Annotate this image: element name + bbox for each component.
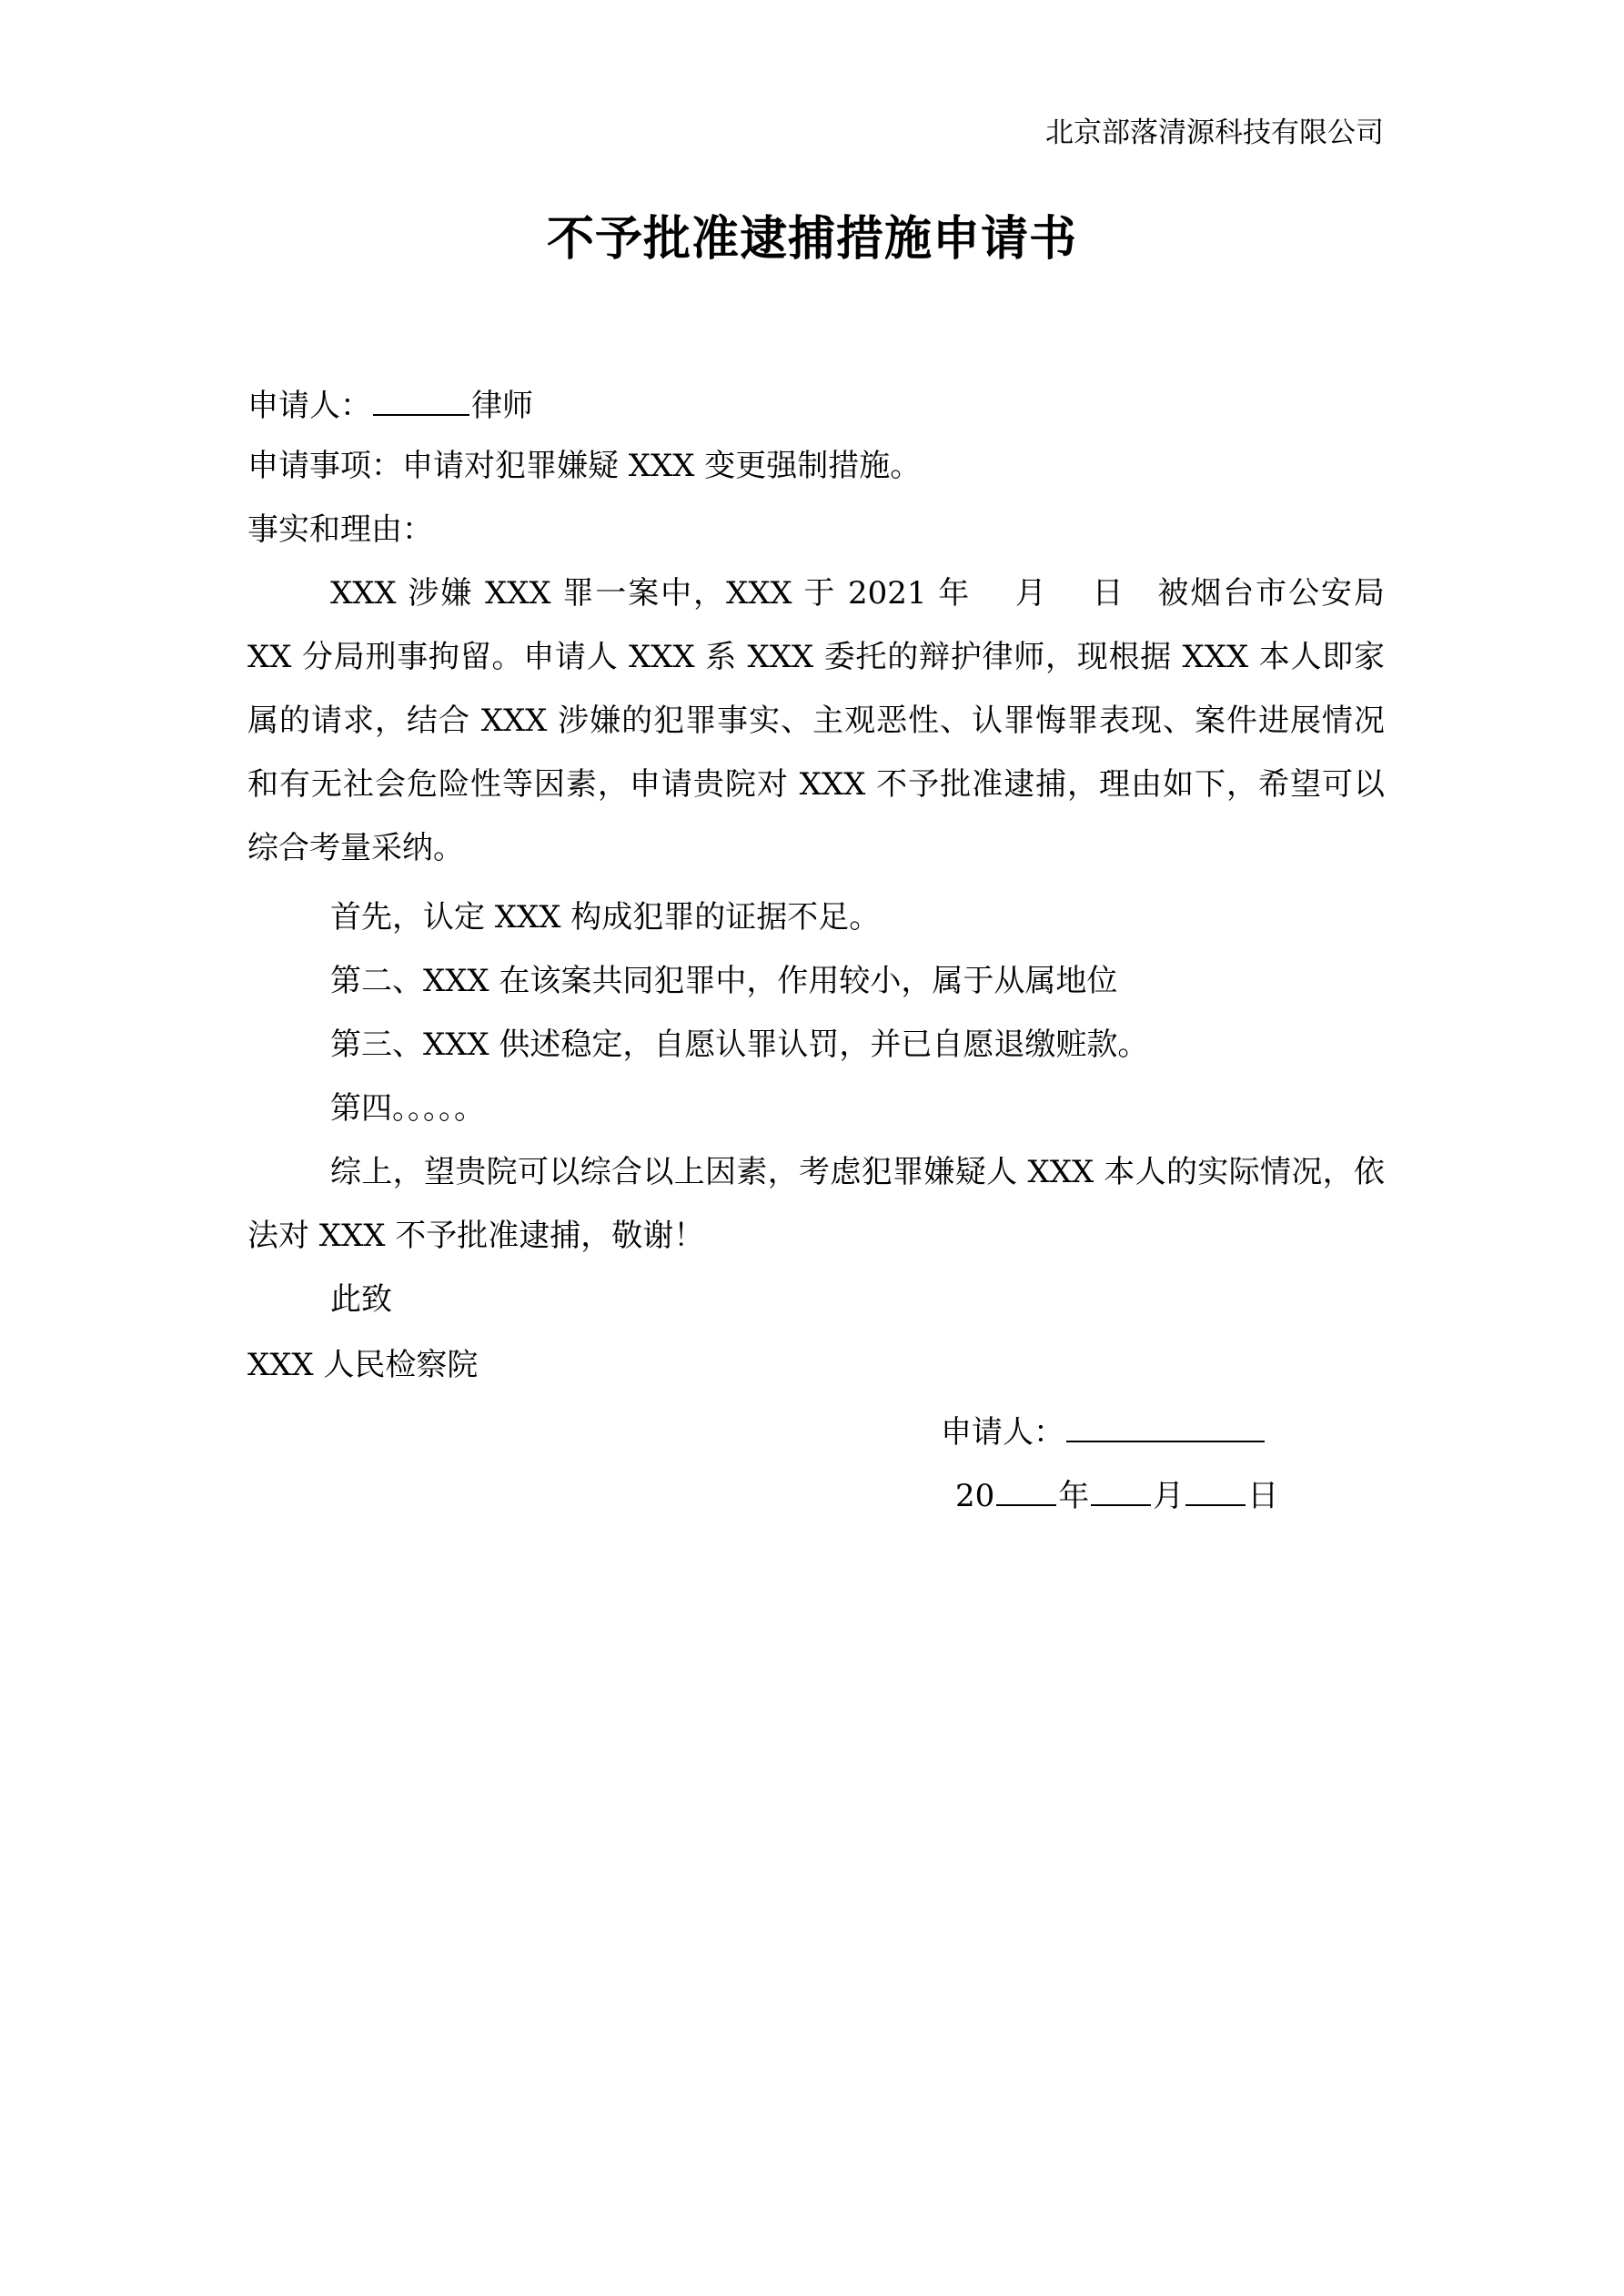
- facts-paragraph: XXX 涉嫌 XXX 罪一案中，XXX 于 2021 年 月 日 被烟台市公安局 XX 分局刑事拘留。申请人 XXX 系 XXX 委托的辩护律师，现根据 XXX 本人即家属的请求，结合 XXX 涉嫌的犯罪事实、主观恶性、认罪悔罪表现、案件进展情况和有无社会危险性等因素，申请贵院对 XXX 不予批准逮捕，理由如下，希望可以综合考量采纳。: [247, 575, 1385, 866]
- conclusion-paragraph: 综上，望贵院可以综合以上因素，考虑犯罪嫌疑人 XXX 本人的实际情况，依法对 XXX 不予批准逮捕，敬谢！: [247, 1154, 1385, 1254]
- facts-heading: 事实和理由：: [247, 511, 433, 548]
- date-prefix: 20: [955, 1478, 995, 1514]
- closing-line: 此致: [330, 1281, 392, 1318]
- applicant-name-blank: [373, 379, 469, 416]
- month-blank: [1091, 1470, 1151, 1506]
- reason-item: 第三、XXX 供述稳定，自愿认罪认罚，并已自愿退缴赃款。: [330, 1027, 1149, 1063]
- signature-blank: [1066, 1406, 1265, 1442]
- recipient-line: XXX 人民检察院: [247, 1347, 479, 1383]
- applicant-label: 申请人：: [247, 388, 371, 424]
- signature-line: [941, 1406, 1266, 1455]
- year-blank: [996, 1470, 1056, 1506]
- applicant-suffix: 律师: [471, 388, 533, 424]
- year-label: 年: [1058, 1478, 1090, 1514]
- document-title: 不予批准逮捕措施申请书: [546, 211, 1077, 267]
- day-label: 日: [1247, 1478, 1279, 1514]
- company-name: 北京部落清源科技有限公司: [1045, 116, 1384, 149]
- day-blank: [1185, 1470, 1246, 1506]
- reason-item: 第四。。。。。: [330, 1090, 485, 1127]
- applicant-line: [247, 379, 533, 429]
- reason-item: 首先，认定 XXX 构成犯罪的证据不足。: [330, 899, 881, 936]
- month-label: 月: [1153, 1478, 1185, 1514]
- date-line: [955, 1470, 1278, 1519]
- signature-label: 申请人：: [941, 1414, 1064, 1451]
- matter-line: 申请事项：申请对犯罪嫌疑 XXX 变更强制措施。: [247, 448, 922, 484]
- reason-item: 第二、XXX 在该案共同犯罪中，作用较小，属于从属地位: [330, 963, 1118, 999]
